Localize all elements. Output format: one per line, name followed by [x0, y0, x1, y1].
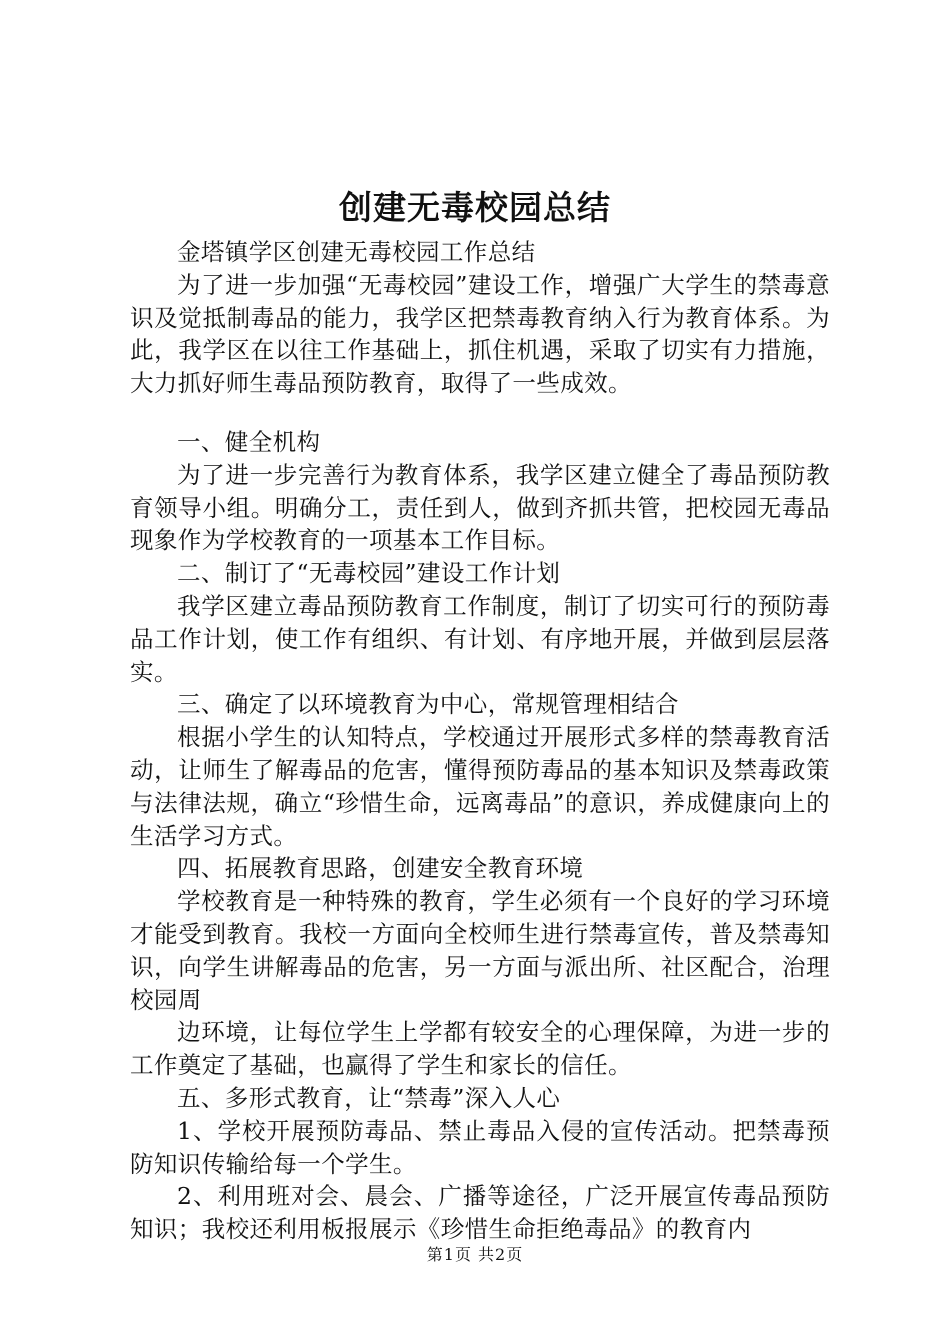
- subtitle-paragraph: 金塔镇学区创建无毒校园工作总结: [177, 238, 536, 266]
- section-heading-1: 一、健全机构: [177, 427, 321, 456]
- section-body-1: 为了进一步完善行为教育体系，我学区建立健全了毒品预防教育领导小组。明确分工，责任到人，做到齐抓共管，把校园无毒品现象作为学校教育的一项基本工作目标。: [130, 460, 830, 555]
- section-heading-5: 五、多形式教育，让“禁毒”深入人心: [177, 1083, 561, 1112]
- section-body-2: 我学区建立毒品预防教育工作制度，制订了切实可行的预防毒品工作计划，使工作有组织、有计划、有序地开展，并做到层层落实。: [130, 591, 830, 686]
- intro-paragraph: 为了进一步加强“无毒校园”建设工作，增强广大学生的禁毒意识及觉抵制毒品的能力，我学区把禁毒教育纳入行为教育体系。为此，我学区在以往工作基础上，抓住机遇，采取了切实有力措施，大力抓好师生毒品预防教育，取得了一些成效。: [130, 270, 830, 398]
- list-item-2: 2、利用班对会、晨会、广播等途径，广泛开展宣传毒品预防知识；我校还利用板报展示《珍惜生命拒绝毒品》的教育内: [130, 1182, 830, 1244]
- section-heading-2: 二、制订了“无毒校园”建设工作计划: [177, 559, 561, 588]
- section-body-3: 根据小学生的认知特点，学校通过开展形式多样的禁毒教育活动，让师生了解毒品的危害，懂得预防毒品的基本知识及禁毒政策与法律法规，确立“珍惜生命，远离毒品”的意识，养成健康向上的生活学习方式。: [130, 723, 830, 850]
- section-heading-3: 三、确定了以环境教育为中心，常规管理相结合: [177, 690, 679, 719]
- section-body-4: 学校教育是一种特殊的教育，学生必须有一个良好的学习环境才能受到教育。我校一方面向全校师生进行禁毒宣传，普及禁毒知识，向学生讲解毒品的危害，另一方面与派出所、社区配合，治理校园周: [130, 887, 830, 1014]
- section-body-4-continued: 边环境，让每位学生上学都有较安全的心理保障，为进一步的工作奠定了基础，也赢得了学生和家长的信任。: [130, 1018, 830, 1080]
- document-title: 创建无毒校园总结: [339, 188, 611, 227]
- section-heading-4: 四、拓展教育思路，创建安全教育环境: [177, 854, 584, 883]
- page-indicator: 第1页 共2页: [426, 1245, 524, 1264]
- document-body: [130, 236, 830, 1246]
- list-item-1: 1、学校开展预防毒品、禁止毒品入侵的宣传活动。把禁毒预防知识传输给每一个学生。: [130, 1116, 830, 1178]
